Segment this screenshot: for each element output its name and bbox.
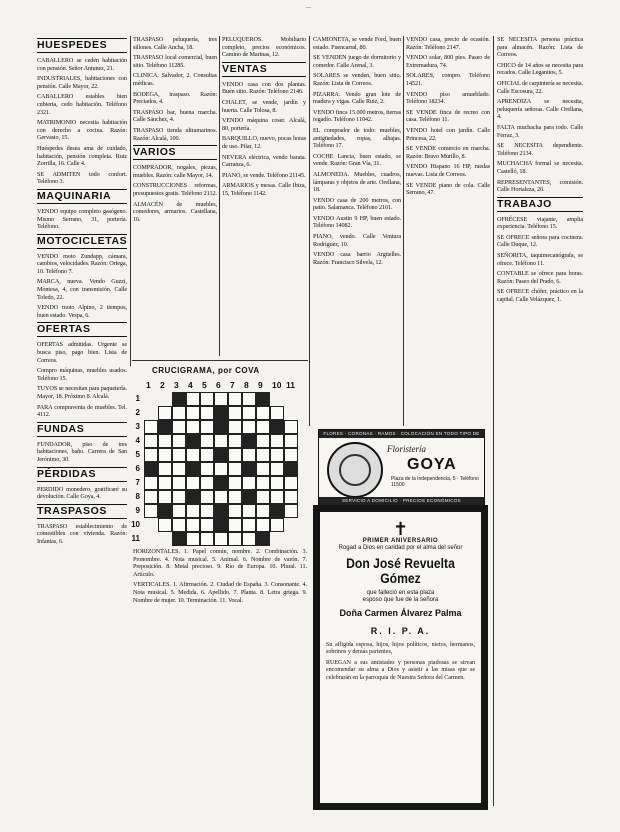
crossword-cell xyxy=(200,406,214,420)
classified-ad: SOLARES, compro. Teléfono 14521. xyxy=(406,72,490,87)
classified-ad: SE OFRECE chófer, práctico en la capital. Calle Velázquez, 1. xyxy=(497,288,583,304)
crossword-row-number: 3 xyxy=(135,422,140,431)
classified-ad: CABALLERO se ceden habitación con pensión. Señor Antunez, 21. xyxy=(37,57,127,72)
florist-advertisement xyxy=(318,429,485,506)
crossword-cell xyxy=(228,490,242,504)
crossword-cell xyxy=(144,448,158,462)
classified-ad: CAMIONETA, se vende Ford, buen estado. Fuencarral, 80. xyxy=(313,36,401,51)
crossword-cell xyxy=(144,504,158,518)
crossword-cell xyxy=(256,504,270,518)
crossword-cell xyxy=(200,434,214,448)
crossword-cell xyxy=(200,476,214,490)
crossword-cell xyxy=(144,490,158,504)
classified-ad: BARQUILLO, nuevo, pocas horas de uso. Pilar, 12. xyxy=(222,135,306,150)
column-rule xyxy=(403,36,404,426)
crossword-column-number: 2 xyxy=(160,380,165,390)
crossword-cell xyxy=(270,490,284,504)
classified-ad: CONTABLE se ofrece para horas. Razón: Paseo del Prado, 6. xyxy=(497,270,583,285)
crossword-cell xyxy=(256,406,270,420)
crossword-cell xyxy=(186,476,200,490)
column-rule xyxy=(309,36,310,426)
spouse-intro: esposo que fue de la señora xyxy=(362,597,439,603)
ad-script: Floristería xyxy=(387,444,427,454)
obituary-paragraph: RUEGAN a sus amistades y personas piadosas se sirvan encomendar su alma a Dios y asistir a las misas que se celebrarán en la parroquia de Nuestra Señora del Carmen. xyxy=(326,659,475,681)
crossword-cell xyxy=(256,420,270,434)
crossword-cell xyxy=(284,434,298,448)
crossword-cell xyxy=(242,448,256,462)
crossword-cell xyxy=(228,476,242,490)
crossword-cell xyxy=(214,392,228,406)
crossword-cell xyxy=(242,518,256,532)
column-rule xyxy=(130,36,131,366)
crossword-cell xyxy=(228,448,242,462)
classified-ad: APRENDIZA se necesita, peluquería señoras. Calle Orellana, 4. xyxy=(497,98,583,121)
classified-ad: SE NECESITA dependiente. Teléfono 2134. xyxy=(497,142,583,157)
section-heading: OFERTAS xyxy=(37,322,127,337)
classified-ad: PIANO, se vende. Teléfono 21145. xyxy=(222,171,306,179)
classified-ad: VENDO máquina coser. Alcalá, 80, portería. xyxy=(222,117,306,132)
crossword-cell xyxy=(172,406,186,420)
section-rule xyxy=(132,360,308,361)
classified-ad: CABALLERO estables bien cubierta, cedo habitación. Teléfono 2321. xyxy=(37,93,127,116)
classified-ad: TRASPASO peluquería, tres sillones. Calle Ancha, 18. xyxy=(133,36,217,51)
crossword-cell xyxy=(186,420,200,434)
classified-ad: VENDO hotel con jardín. Calle Princesa, 22. xyxy=(406,126,490,142)
classified-ad: VENDO Austin 9 HP, buen estado. Teléfono 14082. xyxy=(313,214,401,230)
crossword-cell xyxy=(172,392,186,406)
crossword-cell xyxy=(144,434,158,448)
crossword-cell xyxy=(186,448,200,462)
crossword-column-number: 9 xyxy=(258,380,263,390)
crossword-cell xyxy=(214,462,228,476)
crossword-cell xyxy=(228,434,242,448)
crossword-cell xyxy=(256,490,270,504)
crossword-column-number: 5 xyxy=(202,380,207,390)
section-heading: VENTAS xyxy=(222,62,306,77)
crossword-cell xyxy=(200,504,214,518)
crossword-cell xyxy=(186,406,200,420)
crossword-title: CRUCIGRAMA, por COVA xyxy=(152,366,260,375)
crossword-cell xyxy=(228,462,242,476)
crossword-cell xyxy=(270,406,284,420)
crossword-cell xyxy=(144,476,158,490)
section-heading: VARIOS xyxy=(133,145,217,160)
classified-ad: MATRIMONIO necesita habitación con derecho a cocina. Razón: Gervasio, 15. xyxy=(37,119,127,142)
crossword-cell xyxy=(158,434,172,448)
crossword-clue-block: VERTICALES. 1. Afirmación. 2. Ciudad de España. 3. Consonante. 4. Nota musical. 5. Medida. 6. Apellido. 7. Planta. 8. Letra griega. 9. Nombre de mujer. 10. Terminación. 11. Vocal. xyxy=(133,581,307,604)
obituary-header: PRIMER ANIVERSARIO xyxy=(362,538,439,544)
crossword-row-number: 2 xyxy=(135,408,140,417)
ad-brand: GOYA xyxy=(407,456,457,473)
classified-ad: SE ADMITEN todo confort. Teléfono 3. xyxy=(37,170,127,186)
crossword-cell xyxy=(228,392,242,406)
classified-ad: SE VENDE comercio en marcha. Razón: Bravo Murillo, 8. xyxy=(406,145,490,160)
classified-ad: SOLARES se venden, buen sitio. Razón: Lista de Correos. xyxy=(313,72,401,87)
classified-ad: FALTA muchacha para todo. Calle Ferraz, 3. xyxy=(497,123,583,139)
classified-ad: VENDO casa, precio de ocasión. Razón: Teléfono 2147. xyxy=(406,36,490,51)
classified-ad: PIANO, vendo. Calle Ventura Rodríguez, 10. xyxy=(313,233,401,248)
classified-ad: ARMARIOS y mesas. Calle Ibiza, 15, Teléfono 1142. xyxy=(222,182,306,197)
crossword-cell xyxy=(256,476,270,490)
obituary-notice xyxy=(313,505,488,810)
crossword-row-number: 10 xyxy=(131,520,140,529)
classified-ad: PERDIDO monedero, gratificaré su devolución. Calle Goya, 4. xyxy=(37,485,127,501)
crossword-column-number: 3 xyxy=(174,380,179,390)
crossword-cell xyxy=(284,420,298,434)
crossword-cell xyxy=(270,462,284,476)
classified-ad: VENDO moto Alpino, 2 tiempos, buen estado. Vespa, 6. xyxy=(37,304,127,319)
classified-ad: EL comprador de todo: muebles, antigüedades, ropas, alhajas. Teléfono 17. xyxy=(313,126,401,150)
classifieds-column-2a xyxy=(133,36,217,356)
obituary-body xyxy=(326,642,475,682)
crossword-cell xyxy=(270,448,284,462)
classified-ad: TRASPASO bar, buena marcha. Calle Sánchez, 4. xyxy=(133,108,217,124)
crossword-cell xyxy=(186,532,200,546)
crossword-cell xyxy=(186,462,200,476)
classifieds-column-2b xyxy=(222,36,306,356)
classified-ad: VENDO equipo completo gasógeno. Mismo Serrano, 31, portería. Teléfono. xyxy=(37,207,127,231)
crossword-cell xyxy=(284,490,298,504)
crossword-row-number: 7 xyxy=(135,478,140,487)
classified-ad: VENDO casa barrio Argüelles. Razón: Francisco Silvela, 12. xyxy=(313,251,401,266)
classified-ad: NEVERA eléctrica, vendo barata. Carranza, 6. xyxy=(222,153,306,169)
crossword-cell xyxy=(158,490,172,504)
crossword-cell xyxy=(172,532,186,546)
crossword-cell xyxy=(214,434,228,448)
crossword-cell xyxy=(256,392,270,406)
obituary-prayer-line: Rogad a Dios en caridad por el alma del señor xyxy=(338,545,463,551)
crossword-cell xyxy=(214,532,228,546)
crossword-cell xyxy=(172,462,186,476)
section-heading: TRASPASOS xyxy=(37,504,127,519)
crossword-cell xyxy=(284,504,298,518)
crossword-cell xyxy=(200,518,214,532)
classified-ad: PELUQUEROS. Mobiliario completo, precios económicos. Camino de Marinas, 12. xyxy=(222,36,306,59)
classified-ad: COCHE Lancia, buen estado, se vende. Razón: Gran Vía, 31. xyxy=(313,152,401,168)
crossword-cell xyxy=(256,448,270,462)
crossword-cell xyxy=(242,476,256,490)
crossword-cell xyxy=(172,476,186,490)
rip-text: R. I. P. A. xyxy=(370,626,431,636)
classified-ad: Huéspedes desea ama de cuidado, habitación, pensión completa. Ruiz Zorrilla, 16. Calle 4. xyxy=(37,144,127,168)
classified-ad: OFERTAS admitidas. Urgente se busca piso, pago bien. Lista de Correos. xyxy=(37,341,127,364)
classified-ad: COMPRADOR, nogales, piezas, muebles. Razón: calle Mayor, 14. xyxy=(133,164,217,179)
classified-ad: VENDO piso amueblado. Teléfono 18234. xyxy=(406,90,490,106)
crossword-cell xyxy=(284,476,298,490)
crossword-column-number: 1 xyxy=(146,380,151,390)
crossword-cell xyxy=(200,420,214,434)
crossword-cell xyxy=(256,434,270,448)
crossword-cell xyxy=(214,518,228,532)
crossword-cell xyxy=(256,462,270,476)
crossword-cell xyxy=(242,532,256,546)
crossword-cell xyxy=(270,434,284,448)
classified-ad: CONSTRUCCIONES reformas, presupuestos gratis. Teléfono 2112. xyxy=(133,182,217,197)
classified-ad: VENDO solar, 800 pies. Paseo de Extremadura, 74. xyxy=(406,54,490,69)
crossword-row-number: 6 xyxy=(135,464,140,473)
crossword-cell xyxy=(228,518,242,532)
crossword-clue-block: HORIZONTALES. 1. Papel común, nombre. 2. Combinación. 3. Pronombre. 4. Nota musical. 5. Animal. 6. Nombre de varón. 7. Preposición. 8. Metal precioso. 9. Río de Europa. 10. Plural. 11. Artículo. xyxy=(133,548,307,578)
crossword-cell xyxy=(144,420,158,434)
crossword-cell xyxy=(214,504,228,518)
crossword-cell xyxy=(200,490,214,504)
classifieds-column-4 xyxy=(406,36,490,416)
obituary-subline: que falleció en esta plaza xyxy=(366,590,435,596)
classified-ad: TUYOS se necesitan para paquetería. Mayor, 18. Próximo 8. Alcalá. xyxy=(37,385,127,400)
classified-ad: VENDO moto Zundapp, cámara, cambios, velocidades. Razón: Ortega, 10. Teléfono 7. xyxy=(37,252,127,275)
crossword-cell xyxy=(158,518,172,532)
column-rule xyxy=(493,36,494,806)
classifieds-column-3 xyxy=(313,36,401,416)
crossword-cell xyxy=(158,420,172,434)
crossword-cell xyxy=(214,406,228,420)
crossword-cell xyxy=(270,518,284,532)
crossword-cell xyxy=(200,532,214,546)
crossword-cell xyxy=(172,490,186,504)
crossword-row-number: 4 xyxy=(135,436,140,445)
crossword-row-number: 9 xyxy=(135,506,140,515)
crossword-cell xyxy=(214,420,228,434)
crossword-cell xyxy=(200,392,214,406)
crossword-cell xyxy=(186,434,200,448)
crossword-row-number: 11 xyxy=(131,534,140,543)
crossword-column-number: 8 xyxy=(244,380,249,390)
classified-ad: CHALET, se vende, jardín y huerta. Calle Tolosa, 8. xyxy=(222,98,306,114)
crossword-row-number: 5 xyxy=(135,450,140,459)
crossword-cell xyxy=(242,462,256,476)
deceased-name: Don José Revuelta Gómez xyxy=(346,556,455,586)
crossword-cell xyxy=(172,518,186,532)
crossword-cell xyxy=(158,448,172,462)
classified-ad: FUNDADOR, piso de tres habitaciones, baño. Carrera de San Jerónimo, 30. xyxy=(37,440,127,463)
ad-address: Plaza de la Independencia, 5 · Teléfono 11500 xyxy=(391,476,479,488)
classified-ad: PIZARRA. Vendo gran lote de madera y vigas. Calle Ruiz, 2. xyxy=(313,90,401,106)
crossword-cell xyxy=(228,532,242,546)
crossword-cell xyxy=(158,504,172,518)
crossword-cell xyxy=(242,490,256,504)
crossword-cell xyxy=(186,490,200,504)
crossword-cell xyxy=(186,504,200,518)
crossword-cell xyxy=(228,406,242,420)
crossword-row-number: 1 xyxy=(135,394,140,403)
classified-ad: CHICO de 14 años se necesita para recados. Calle Leganitos, 5. xyxy=(497,61,583,77)
crossword-cell xyxy=(158,476,172,490)
classified-ad: SE VENDEN juego de dormitorio y comedor. Calle Arenal, 3. xyxy=(313,54,401,69)
crossword-cell xyxy=(214,490,228,504)
spouse-name: Doña Carmen Álvarez Palma xyxy=(339,608,462,618)
crossword-cell xyxy=(144,462,158,476)
classified-ad: MUCHACHA formal se necesita. Castelló, 18. xyxy=(497,160,583,175)
classified-ad: VENDO casa con dos plantas. Buen sitio. Razón: Teléfono 2146. xyxy=(222,80,306,96)
section-heading: FUNDAS xyxy=(37,422,127,437)
section-heading: TRABAJO xyxy=(497,197,583,212)
crossword-cell xyxy=(270,504,284,518)
classified-ad: SE VENDE finca de recreo con casa. Teléfono 11. xyxy=(406,108,490,124)
crossword-cell xyxy=(186,392,200,406)
crossword-column-number: 4 xyxy=(188,380,193,390)
crossword-cell xyxy=(172,504,186,518)
classified-ad: TRASPASO tienda ultramarinos. Razón: Alcalá, 100. xyxy=(133,126,217,142)
crossword-column-number: 11 xyxy=(286,380,295,390)
crossword-cell xyxy=(228,504,242,518)
classified-ad: OFRÉCESE viajante, amplia experiencia. Teléfono 15. xyxy=(497,215,583,231)
crossword-cell xyxy=(158,406,172,420)
obituary-paragraph: Su afligida esposa, hijos, hijos políticos, nietos, hermanos, sobrinos y demás parientes, xyxy=(326,642,475,656)
crossword-cell xyxy=(214,476,228,490)
crossword-cell xyxy=(186,518,200,532)
crossword-cell xyxy=(284,448,298,462)
classified-ad: VENDO casa de 200 metros, con patio. Salamanca. Teléfono 2101. xyxy=(313,196,401,212)
classifieds-column-1 xyxy=(37,36,127,826)
classified-ad: TRASPASO establecimiento de comestibles con vivienda. Razón: Infantas, 6. xyxy=(37,522,127,545)
crossword-clues xyxy=(133,548,307,818)
cross-icon: ✝ xyxy=(392,519,409,539)
crossword-cell xyxy=(242,420,256,434)
section-heading: PÉRDIDAS xyxy=(37,467,127,482)
section-heading: MAQUINARIA xyxy=(37,189,127,204)
classified-ad: BODEGA, traspaso. Razón: Preciados, 4. xyxy=(133,90,217,106)
page-number: — xyxy=(306,6,311,11)
classified-ad: ALMACÉN de muebles, comedores, armarios. Castellana, 16. xyxy=(133,200,217,223)
crossword-cell xyxy=(270,420,284,434)
classified-ad: TRASPASO local comercial, buen sitio. Teléfono 11285. xyxy=(133,54,217,69)
crossword-cell xyxy=(214,448,228,462)
crossword-row-number: 8 xyxy=(135,492,140,501)
crossword-cell xyxy=(284,462,298,476)
classified-ad: VENDO Hispano 16 HP, ruedas nuevas. Lista de Correos. xyxy=(406,163,490,178)
classified-ad: MARCA, nueva. Vendo Guzzi, Montesa, 4, con transmisión. Calle Toledo, 22. xyxy=(37,278,127,301)
crossword-column-number: 6 xyxy=(216,380,221,390)
crossword-cell xyxy=(200,448,214,462)
classified-ad: PARA compraventa de muebles. Tel. 4112. xyxy=(37,403,127,419)
classified-ad: VENDO finca 15.000 metros, tierras regadío. Teléfono 11042. xyxy=(313,108,401,124)
crossword-cell xyxy=(200,462,214,476)
crossword-cell xyxy=(172,420,186,434)
crossword-cell xyxy=(172,448,186,462)
section-heading: HUESPEDES xyxy=(37,38,127,53)
classified-ad: SE OFRECE señora para cocinera. Calle Duque, 12. xyxy=(497,233,583,249)
wreath-icon xyxy=(327,442,383,498)
crossword-cell xyxy=(172,434,186,448)
classified-ad: OFICIAL de carpintería se necesita. Calle Escosura, 22. xyxy=(497,79,583,95)
ad-top-strip: FLORES · CORONAS · RAMOS · COLOCACIÓN EN TODO TIPO DE SEPELIOS xyxy=(319,430,484,438)
classified-ad: SE VENDE piano de cola. Calle Serrano, 47. xyxy=(406,181,490,197)
classified-ad: CLINICA. Salvador, 2. Consultas médicas. xyxy=(133,72,217,87)
classified-ad: ALMONEDA. Muebles, cuadros, lámparas y objetos de arte. Orellana, 18. xyxy=(313,170,401,194)
classified-ad: SE NECESITA persona práctica para almacén. Razón: Lista de Correos. xyxy=(497,36,583,59)
crossword-column-number: 7 xyxy=(230,380,235,390)
crossword-cell xyxy=(242,406,256,420)
crossword-cell xyxy=(242,504,256,518)
section-heading: MOTOCICLETAS xyxy=(37,234,128,247)
crossword-cell xyxy=(228,420,242,434)
classified-ad: SEÑORITA, taquimecanógrafa, se ofrece. Teléfono 11. xyxy=(497,252,583,267)
crossword-cell xyxy=(158,462,172,476)
column-rule xyxy=(219,36,220,356)
classified-ad: Compro máquinas, muebles usados. Teléfono 15. xyxy=(37,367,127,382)
classified-ad: REPRESENTANTES, comisión. Calle Hortaleza, 20. xyxy=(497,178,583,194)
crossword-cell xyxy=(256,518,270,532)
crossword-cell xyxy=(256,532,270,546)
crossword-cell xyxy=(270,476,284,490)
crossword-cell xyxy=(242,434,256,448)
classified-ad: INDUSTRIALES, habitaciones con pensión. Calle Mayor, 22. xyxy=(37,75,127,90)
crossword-cell xyxy=(242,392,256,406)
ad-bottom-strip: SERVICIO A DOMICILIO · PRECIOS ECONÓMICOS xyxy=(319,497,484,505)
classifieds-column-5 xyxy=(497,36,583,826)
crossword-column-number: 10 xyxy=(272,380,282,390)
